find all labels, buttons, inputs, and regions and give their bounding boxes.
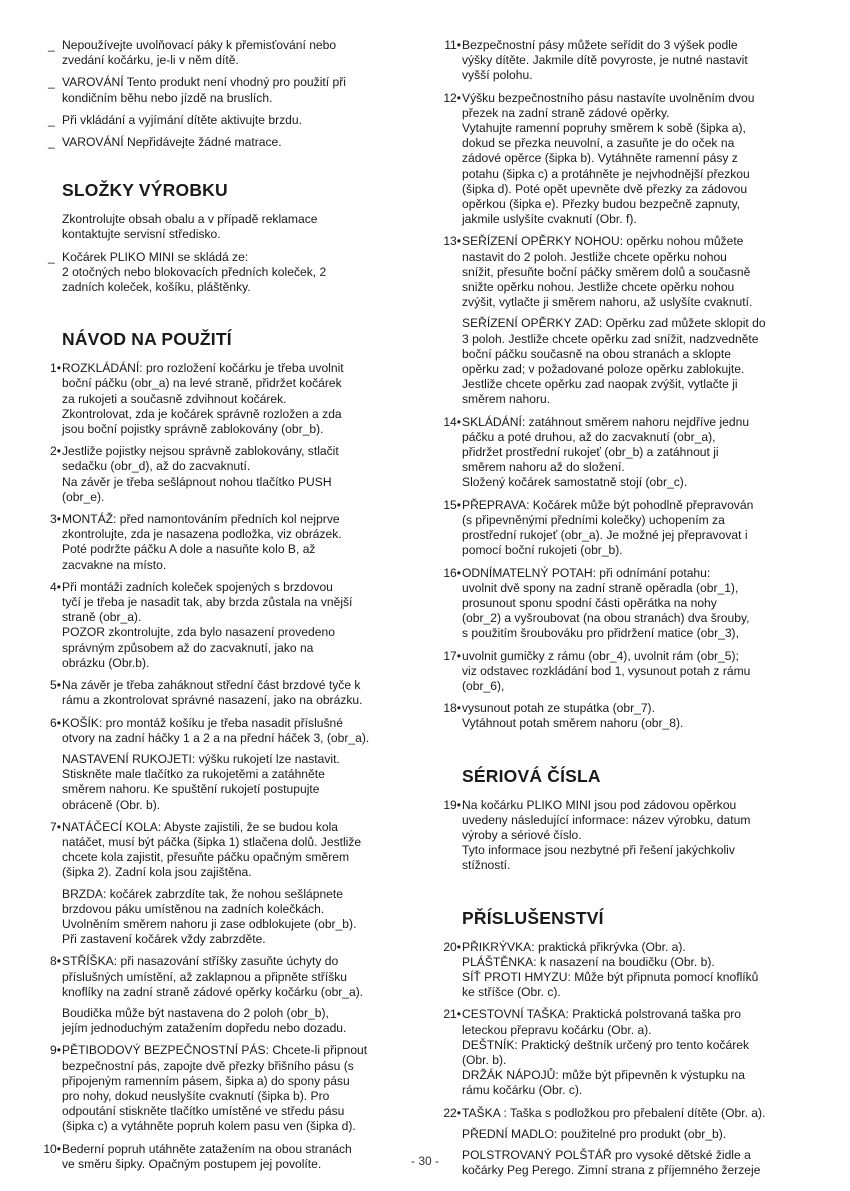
text-line: PŘEPRAVA: Kočárek může být pohodlně přepravován	[462, 497, 754, 512]
text-line: tyčí je třeba je nasadit tak, aby brzda zůstala na vnější	[62, 595, 353, 610]
text-line: bezpečnostní pás, zapojte dvě přezky břišního pásu (s	[62, 1058, 354, 1073]
list-item	[440, 649, 812, 695]
text-line: (šipka c) a vytáhněte popruh kolem pasu ven (šipka d).	[62, 1119, 356, 1134]
text-line: KOŠÍK: pro montáž košíku je třeba nasadit příslušné	[62, 715, 343, 730]
item-marker: 11•	[444, 38, 461, 52]
text-line: VAROVÁNÍ Nepřidávejte žádné matrace.	[62, 135, 282, 150]
item-marker: 1•	[50, 361, 61, 376]
item-body	[62, 38, 412, 68]
item-marker: 20•	[443, 939, 461, 954]
item-body	[62, 135, 412, 150]
text-line: prosunout sponu spodní části opěrátka na nohy	[462, 595, 717, 610]
item-marker: 21•	[443, 1007, 461, 1022]
item-marker: _	[48, 112, 55, 127]
text-line: TAŠKA : Taška s podložkou pro přebalení dítěte (Obr. a).	[462, 1105, 766, 1120]
item-body	[62, 250, 412, 296]
text-line: Bederní popruh utáhněte zatažením na obou stranách	[62, 1141, 352, 1156]
list-item	[40, 250, 412, 296]
text-line: s použitím šroubováku pro přidržení matice (obr_3),	[462, 626, 739, 641]
list-item	[40, 38, 412, 68]
text-line: Nepoužívejte uvolňovací páky k přemisťování nebo	[62, 38, 337, 52]
text-line: MONTÁŽ: před namontováním předních kol nejprve	[62, 512, 340, 527]
list-item	[440, 234, 812, 407]
item-marker: 10•	[43, 1141, 61, 1156]
item-body	[62, 75, 412, 105]
item-marker: 17•	[443, 648, 461, 663]
text-line: Výšku bezpečnostního pásu nastavíte uvolněním dvou	[462, 90, 755, 105]
text-line: Zkontrolujte obsah obalu a v případě reklamace	[62, 212, 318, 227]
list-item	[440, 498, 812, 559]
list-item	[40, 75, 412, 105]
text-line: Zkontrolovat, zda je kočárek správně rozložen a zda	[62, 406, 342, 421]
text-line: rámu a zkontrolovat správné nasazení, jako na obrázku.	[62, 693, 363, 708]
list-item	[40, 135, 412, 150]
serial-list	[440, 798, 812, 874]
item-marker: 13•	[443, 234, 461, 249]
item-marker: 16•	[443, 565, 461, 580]
text-line: PĚTIBODOVÝ BEZPEČNOSTNÍ PÁS: Chcete-li připnout	[62, 1043, 368, 1058]
text-line: Stiskněte male tlačítko za rukojetěmi a zatáhněte	[62, 767, 325, 782]
text-line: snížit, přesuňte boční páčky směrem dolů a současně	[462, 264, 751, 279]
item-marker: 2•	[50, 444, 61, 459]
item-body	[462, 91, 812, 228]
item-body	[62, 1043, 412, 1134]
text-line: PŘEDNÍ MADLO: použitelné pro produkt (obr_b).	[462, 1126, 727, 1141]
item-marker: 9•	[50, 1043, 61, 1058]
item-marker: _	[48, 249, 55, 264]
text-line: zacvakne na místo.	[62, 557, 167, 572]
text-line: 2 otočných nebo blokovacích předních koleček, 2	[62, 264, 327, 279]
item-marker: _	[48, 38, 55, 52]
item-body	[62, 113, 412, 128]
item-marker: 6•	[50, 715, 61, 730]
list-item	[440, 415, 812, 491]
item-marker: 22•	[443, 1105, 461, 1120]
list-item	[40, 113, 412, 128]
text-line: vyšší polohu.	[462, 68, 533, 83]
text-line: zkontrolujte, zda je nasazena podložka, viz obrázek.	[62, 527, 342, 542]
list-item	[440, 798, 812, 874]
section-heading-serial-numbers: SÉRIOVÁ ČÍSLA	[462, 765, 601, 786]
text-line: zvedání kočárku, je-li v něm dítě.	[62, 53, 239, 68]
item-marker: 5•	[50, 678, 61, 693]
text-line: Uvolněním směrem nahoru ji zase odblokujete (obr_b).	[62, 916, 357, 931]
text-line: leteckou přepravu kočárku (Obr. a).	[462, 1022, 652, 1037]
item-body	[62, 512, 412, 573]
contents-list	[40, 250, 412, 296]
item-body	[62, 444, 412, 505]
item-body	[462, 1007, 812, 1098]
text-line: kontaktujte servisní středisko.	[62, 227, 221, 242]
item-marker: 15•	[443, 497, 461, 512]
text-line: PLÁŠTĚNKA: k nasazení na boudičku (Obr. b).	[462, 954, 715, 969]
item-body	[62, 678, 412, 708]
list-item	[440, 566, 812, 642]
text-line: kondičním běhu nebo jízdě na bruslích.	[62, 90, 273, 105]
text-line: dokud se přezka neuvolní, a zasuňte je do oček na	[462, 136, 735, 151]
text-line: SKLÁDÁNÍ: zatáhnout směrem nahoru nejdříve jednu	[462, 414, 750, 429]
text-line: SEŘÍZENÍ OPĚRKY ZAD: Opěrku zad můžete sklopit do	[462, 316, 766, 331]
text-line: Složený kočárek samostatně stojí (obr_c).	[462, 475, 688, 490]
item-marker: 18•	[443, 701, 461, 716]
text-line: Kočárek PLIKO MINI se skládá ze:	[62, 249, 249, 264]
list-item	[440, 940, 812, 1001]
item-marker: _	[48, 135, 55, 150]
text-line: přezek na zadní straně zádové opěrky.	[462, 105, 670, 120]
item-body	[462, 940, 812, 1001]
text-line: ROZKLÁDÁNÍ: pro rozložení kočárku je třeba uvolnit	[62, 361, 344, 376]
text-line: NATÁČECÍ KOLA: Abyste zajistili, že se budou kola	[62, 819, 339, 834]
text-line: snižte opěrku nohou. Jestliže chcete opěrku nohou	[462, 280, 735, 295]
text-line: Vytáhnout potah směrem nahoru (obr_8).	[462, 716, 684, 731]
text-line: natáčet, musí být páčka (šipka 1) stlačena dolů. Jestliže	[62, 834, 362, 849]
text-line: jakmile uslyšíte cvaknutí (Obr. f).	[462, 212, 637, 227]
text-line: DEŠTNÍK: Praktický deštník určený pro tento kočárek	[462, 1037, 750, 1052]
list-item	[440, 38, 812, 84]
text-line: správným způsobem až do zacvaknutí, jako na	[62, 640, 314, 655]
text-line: knoflíky na zadní straně zádové opěrky kočárku (obr_a).	[62, 984, 364, 999]
text-line: nastavit do 2 poloh. Jestliže chcete opěrku nohou	[462, 249, 727, 264]
right-column	[440, 38, 812, 1185]
item-marker: 7•	[50, 819, 61, 834]
item-body	[462, 566, 812, 642]
text-line: Při montáži zadních koleček spojených s brzdovou	[62, 579, 333, 594]
text-line: (šipka d). Poté opět upevněte dvě přezky za zádovou	[462, 181, 748, 196]
instructions-list	[40, 361, 412, 1172]
contents-intro	[40, 212, 412, 242]
item-body	[462, 415, 812, 491]
text-line: (s připevněnými předními kolečky) uchopením za	[462, 512, 725, 527]
text-line: pomocí boční rukojeti (obr_b).	[462, 543, 623, 558]
item-body	[62, 716, 412, 746]
text-line: připojeným ramenním pásem, šipka a) do spony pásu	[62, 1073, 350, 1088]
list-item	[40, 444, 412, 505]
text-line: Při vkládání a vyjímání dítěte aktivujte brzdu.	[62, 112, 302, 127]
list-item	[440, 1007, 812, 1098]
text-line: kočárky Peg Perego. Zimní strana z příjemného žerzeje	[462, 1163, 761, 1178]
text-line: POZOR zkontrolujte, zda bylo nasazení provedeno	[62, 625, 335, 640]
text-line: směrem nahoru až do složení.	[462, 460, 625, 475]
item-body	[62, 820, 412, 881]
text-line: (obr_6),	[462, 678, 505, 693]
text-line: obrázku (Obr.b).	[62, 655, 150, 670]
item-marker: 14•	[443, 414, 461, 429]
text-line: SÍŤ PROTI HMYZU: Může být připnuta pomocí knoflíků	[462, 969, 759, 984]
list-item	[40, 580, 412, 671]
text-line: STŘÍŠKA: při nasazování stříšky zasuňte úchyty do	[62, 954, 339, 969]
text-line: příslušných umístění, až zaklapnou a připněte stříšku	[62, 969, 348, 984]
text-line: přidržet prostřední rukojeť (obr_b) a zatáhnout ji	[462, 445, 719, 460]
text-line: PŘIKRÝVKA: praktická přikrývka (Obr. a).	[462, 939, 686, 954]
list-item	[40, 512, 412, 573]
text-line: zvýšit, vytlačte ji směrem nahoru, až uslyšíte cvaknutí.	[462, 295, 753, 310]
list-item	[40, 678, 412, 708]
text-line: Na závěr je třeba zaháknout střední část brzdové tyče k	[62, 678, 361, 693]
text-line: Jestliže chcete opěrku zad naopak zvýšit, vytlačte ji	[462, 377, 738, 392]
list-item	[40, 820, 412, 948]
section-heading-instructions: NÁVOD NA POUŽITÍ	[62, 329, 232, 350]
item-continuation	[462, 1127, 812, 1142]
text-line: pro nohy, dokud neuslyšíte cvaknutí (šipka b). Pro	[62, 1088, 330, 1103]
text-line: Jestliže pojistky nejsou správně zablokovány, stlačit	[62, 444, 339, 459]
text-line: ve směru šipky. Opačným postupem jej povolíte.	[62, 1156, 322, 1171]
text-line: směrem nahoru.	[462, 392, 551, 407]
item-marker: _	[48, 75, 55, 90]
item-body	[62, 954, 412, 1000]
item-marker: 8•	[50, 954, 61, 969]
item-body	[462, 234, 812, 310]
text-line: (obr_e).	[62, 489, 105, 504]
text-line: DRŽÁK NÁPOJŮ: může být připevněn k výstupku na	[462, 1068, 745, 1083]
list-item	[440, 701, 812, 731]
text-line: Poté podržte páčku A dole a nasuňte kolo B, až	[62, 542, 316, 557]
text-line: prostřední rukojeť (obr_a). Je možné jej přepravovat i	[462, 528, 748, 543]
list-item	[40, 716, 412, 813]
page-number: - 30 -	[410, 1154, 439, 1168]
text-line: brzdovou páku umístěnou na zadních kolečkách.	[62, 901, 325, 916]
text-line: NASTAVENÍ RUKOJETI: výšku rukojetí lze nastavit.	[62, 751, 340, 766]
text-line: POLSTROVANÝ POLŠTÁŘ pro vysoké dětské židle a	[462, 1147, 751, 1162]
text-line: chcete kola zajistit, přesuňte páčku opačným směrem	[62, 850, 350, 865]
text-line: BRZDA: kočárek zabrzdíte tak, že nohou sešlápnete	[62, 886, 343, 901]
text-line: uvedeny následující informace: název výrobku, datum	[462, 812, 751, 827]
item-body	[462, 649, 812, 695]
item-body	[462, 701, 812, 731]
text-line: obráceně (Obr. b).	[62, 797, 161, 812]
text-line: ke stříšce (Obr. c).	[462, 985, 561, 1000]
text-line: (šipka 2). Zadní kola jsou zajištěna.	[62, 865, 252, 880]
text-line: (Obr. b).	[462, 1052, 507, 1067]
text-line: směrem nahoru. Ke spuštění rukojetí postupujte	[62, 782, 320, 797]
text-line: uvolnit gumičky z rámu (obr_4), uvolnit rám (obr_5);	[462, 648, 739, 663]
text-line: (obr_2) a vyšroubovat (na obou stranách) dva šrouby,	[462, 611, 750, 626]
text-line: Bezpečnostní pásy můžete seřídit do 3 výšek podle	[462, 38, 738, 52]
text-line: Na závěr je třeba sešlápnout nohou tlačítko PUSH	[62, 474, 332, 489]
item-marker: 4•	[50, 579, 61, 594]
item-continuation	[62, 752, 412, 813]
list-item	[40, 1043, 412, 1134]
text-line: sedačku (obr_d), až do zacvaknutí.	[62, 459, 251, 474]
item-marker: 12•	[443, 90, 461, 105]
text-line: Při zastavení kočárek vždy zabrzděte.	[62, 932, 266, 947]
item-continuation	[62, 1006, 412, 1036]
section-heading-contents: SLOŽKY VÝROBKU	[62, 180, 228, 201]
item-body	[462, 1106, 812, 1121]
list-item	[40, 361, 412, 437]
text-line: ODNÍMATELNÝ POTAH: při odnímání potahu:	[462, 565, 711, 580]
item-continuation	[62, 887, 412, 948]
text-line: vysunout potah ze stupátka (obr_7).	[462, 701, 655, 716]
text-line: odpoutání stiskněte tlačítko umístěné ve středu pásu	[62, 1104, 345, 1119]
section-heading-accessories: PŘÍSLUŠENSTVÍ	[462, 907, 604, 928]
text-line: zadních koleček, košíku, pláštěnky.	[62, 280, 251, 295]
item-continuation	[462, 316, 812, 407]
text-line: stížností.	[462, 858, 511, 873]
text-line: jejím jednoduchým zatažením dopředu nebo dozadu.	[62, 1021, 347, 1036]
text-line: Boudička může být nastavena do 2 poloh (obr_b),	[62, 1005, 329, 1020]
list-item	[40, 954, 412, 1036]
text-line: zádové opěrce (šipka b). Vytáhněte ramenní pásy z	[462, 151, 738, 166]
text-line: boční páčku (obr_a) na levé straně, přidržet kočárek	[62, 376, 342, 391]
list-item	[440, 91, 812, 228]
text-line: výroby a sériové číslo.	[462, 827, 582, 842]
text-line: VAROVÁNÍ Tento produkt není vhodný pro použití při	[62, 75, 346, 90]
accessories-list	[440, 940, 812, 1179]
text-line: boční páčku současně na obou stranách a sklopte	[462, 346, 731, 361]
text-line: za rukojeti a současně zdvihnout kočárek.	[62, 391, 287, 406]
text-line: straně (obr_a).	[62, 610, 142, 625]
item-marker: 3•	[50, 512, 61, 527]
warnings-list	[40, 38, 412, 150]
left-column	[40, 38, 412, 1179]
text-line: rámu kočárku (Obr. c).	[462, 1083, 583, 1098]
item-body	[462, 498, 812, 559]
text-line: opěrku zad; v požadované poloze opěrku zablokujte.	[462, 362, 745, 377]
text-line: 3 poloh. Jestliže chcete opěrku zad snížit, nadzvedněte	[462, 331, 759, 346]
text-line: výšky dítěte. Jakmile dítě povyroste, je nutné nastavit	[462, 53, 748, 68]
text-line: viz odstavec rozkládání bod 1, vysunout potah z rámu	[462, 663, 751, 678]
text-line: opěrkou (šipka e). Přezky budou bezpečně zapnuty,	[462, 197, 741, 212]
item-body	[462, 798, 812, 874]
text-line: jsou boční pojistky správně zablokovány (obr_b).	[62, 422, 324, 437]
text-line: CESTOVNÍ TAŠKA: Praktická polstrovaná taška pro	[462, 1007, 741, 1022]
instructions-list-continued	[440, 38, 812, 732]
text-line: uvolnit dvě spony na zadní straně opěradla (obr_1),	[462, 580, 739, 595]
item-marker: 19•	[443, 797, 461, 812]
text-line: SEŘÍZENÍ OPĚRKY NOHOU: opěrku nohou můžete	[462, 234, 744, 249]
item-body	[62, 580, 412, 671]
text-line: páčku a poté druhou, až do zacvaknutí (obr_a),	[462, 429, 716, 444]
text-line: potahu (šipka c) a protáhněte je nejvhodnější přezkou	[462, 166, 750, 181]
item-body	[62, 361, 412, 437]
item-body	[462, 38, 812, 84]
text-line: Tyto informace jsou nezbytné při řešení jakýchkoliv	[462, 843, 735, 858]
text-line: Vytahujte ramenní popruhy směrem k sobě (šipka a),	[462, 121, 746, 136]
text-line: otvory na zadní háčky 1 a 2 a na přední háček 3, (obr_a).	[62, 730, 370, 745]
text-line: Na kočárku PLIKO MINI jsou pod zádovou opěrkou	[462, 797, 737, 812]
